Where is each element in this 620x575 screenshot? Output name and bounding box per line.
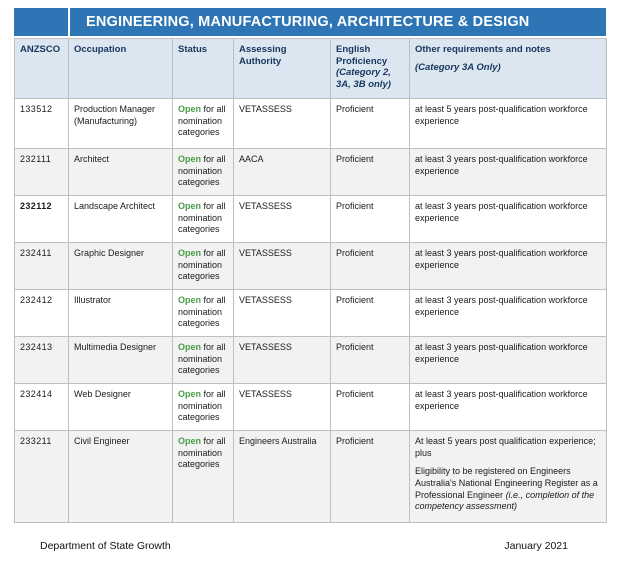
status-rest-label: for all nomination categories (178, 154, 226, 188)
status-cell (173, 149, 234, 196)
column-header-status (173, 39, 234, 99)
english-proficiency-cell: Proficient (331, 384, 410, 431)
status-rest-label: for all nomination categories (178, 389, 226, 423)
table-row (15, 196, 607, 243)
column-header-other-requirements (410, 39, 607, 99)
status-rest-label: for all nomination categories (178, 436, 226, 470)
occupation-cell: Graphic Designer (69, 243, 173, 290)
column-sublabel: (Category 2, 3A, 3B only) (336, 67, 391, 90)
assessing-authority-cell: AACA (234, 149, 331, 196)
assessing-authority-cell: VETASSESS (234, 243, 331, 290)
anzsco-cell: 232111 (15, 149, 69, 196)
document-page (14, 8, 606, 523)
status-cell (173, 384, 234, 431)
status-rest-label: for all nomination categories (178, 104, 226, 138)
table-row (15, 290, 607, 337)
column-header-assessing-authority (234, 39, 331, 99)
table-row (15, 243, 607, 290)
column-label: Status (178, 44, 208, 55)
table-row (15, 431, 607, 523)
assessing-authority-cell: Engineers Australia (234, 431, 331, 523)
occupation-cell: Architect (69, 149, 173, 196)
table-row (15, 99, 607, 149)
occupation-cell: Multimedia Designer (69, 337, 173, 384)
column-header-english-proficiency (331, 39, 410, 99)
page-title: ENGINEERING, MANUFACTURING, ARCHITECTURE & DESIGN (70, 8, 606, 36)
assessing-authority-cell: VETASSESS (234, 196, 331, 243)
status-rest-label: for all nomination categories (178, 201, 226, 235)
column-sublabel: (Category 3A Only) (415, 61, 501, 73)
table-body (15, 99, 607, 523)
status-cell (173, 337, 234, 384)
assessing-authority-cell: VETASSESS (234, 337, 331, 384)
status-rest-label: for all nomination categories (178, 295, 226, 329)
anzsco-cell: 232412 (15, 290, 69, 337)
column-label: English Proficiency (336, 44, 388, 67)
occupation-cell: Web Designer (69, 384, 173, 431)
anzsco-cell: 133512 (15, 99, 69, 149)
english-proficiency-cell: Proficient (331, 99, 410, 149)
english-proficiency-cell: Proficient (331, 149, 410, 196)
anzsco-cell: 232112 (15, 196, 69, 243)
column-header-anzsco (15, 39, 69, 99)
notes-cell: at least 3 years post-qualification workforce experience (410, 337, 607, 384)
occupation-cell: Production Manager (Manufacturing) (69, 99, 173, 149)
notes-cell: at least 3 years post-qualification workforce experience (410, 243, 607, 290)
english-proficiency-cell: Proficient (331, 196, 410, 243)
status-open-label: Open (178, 104, 202, 114)
column-label: Occupation (74, 44, 127, 55)
occupation-table (14, 38, 607, 523)
status-cell (173, 290, 234, 337)
notes-cell: at least 3 years post-qualification workforce experience (410, 290, 607, 337)
title-bar (14, 8, 606, 36)
status-open-label: Open (178, 342, 202, 352)
table-header (15, 39, 607, 99)
english-proficiency-cell: Proficient (331, 337, 410, 384)
status-open-label: Open (178, 295, 202, 305)
notes-cell: at least 5 years post-qualification workforce experience (410, 99, 607, 149)
anzsco-cell: 232411 (15, 243, 69, 290)
column-label: Assessing Authority (239, 44, 287, 67)
column-label: ANZSCO (20, 44, 61, 55)
status-cell (173, 431, 234, 523)
status-cell (173, 196, 234, 243)
english-proficiency-cell: Proficient (331, 243, 410, 290)
english-proficiency-cell: Proficient (331, 431, 410, 523)
status-open-label: Open (178, 154, 202, 164)
table-row (15, 149, 607, 196)
status-cell (173, 99, 234, 149)
table-row (15, 384, 607, 431)
page-footer (0, 540, 620, 552)
title-bar-spacer (14, 8, 68, 36)
occupation-cell: Civil Engineer (69, 431, 173, 523)
status-open-label: Open (178, 248, 202, 258)
column-label: Other requirements and notes (415, 44, 551, 55)
notes-cell: At least 5 years post qualification experience; plus Eligibility to be registered on Engineers Australia's National Engineering Register as a Professional Engineer (i.e., completion of the competency assessment) (410, 431, 607, 523)
status-cell (173, 243, 234, 290)
notes-cell: at least 3 years post-qualification workforce experience (410, 196, 607, 243)
anzsco-cell: 232414 (15, 384, 69, 431)
assessing-authority-cell: VETASSESS (234, 384, 331, 431)
anzsco-cell: 232413 (15, 337, 69, 384)
assessing-authority-cell: VETASSESS (234, 290, 331, 337)
table-row (15, 337, 607, 384)
status-rest-label: for all nomination categories (178, 342, 226, 376)
anzsco-cell: 233211 (15, 431, 69, 523)
occupation-cell: Illustrator (69, 290, 173, 337)
status-rest-label: for all nomination categories (178, 248, 226, 282)
notes-cell: at least 3 years post-qualification workforce experience (410, 384, 607, 431)
column-header-occupation (69, 39, 173, 99)
footer-department: Department of State Growth (40, 540, 171, 552)
notes-cell: at least 3 years post-qualification workforce experience (410, 149, 607, 196)
status-open-label: Open (178, 389, 202, 399)
occupation-cell: Landscape Architect (69, 196, 173, 243)
status-open-label: Open (178, 436, 202, 446)
status-open-label: Open (178, 201, 202, 211)
english-proficiency-cell: Proficient (331, 290, 410, 337)
footer-date: January 2021 (504, 540, 568, 552)
assessing-authority-cell: VETASSESS (234, 99, 331, 149)
